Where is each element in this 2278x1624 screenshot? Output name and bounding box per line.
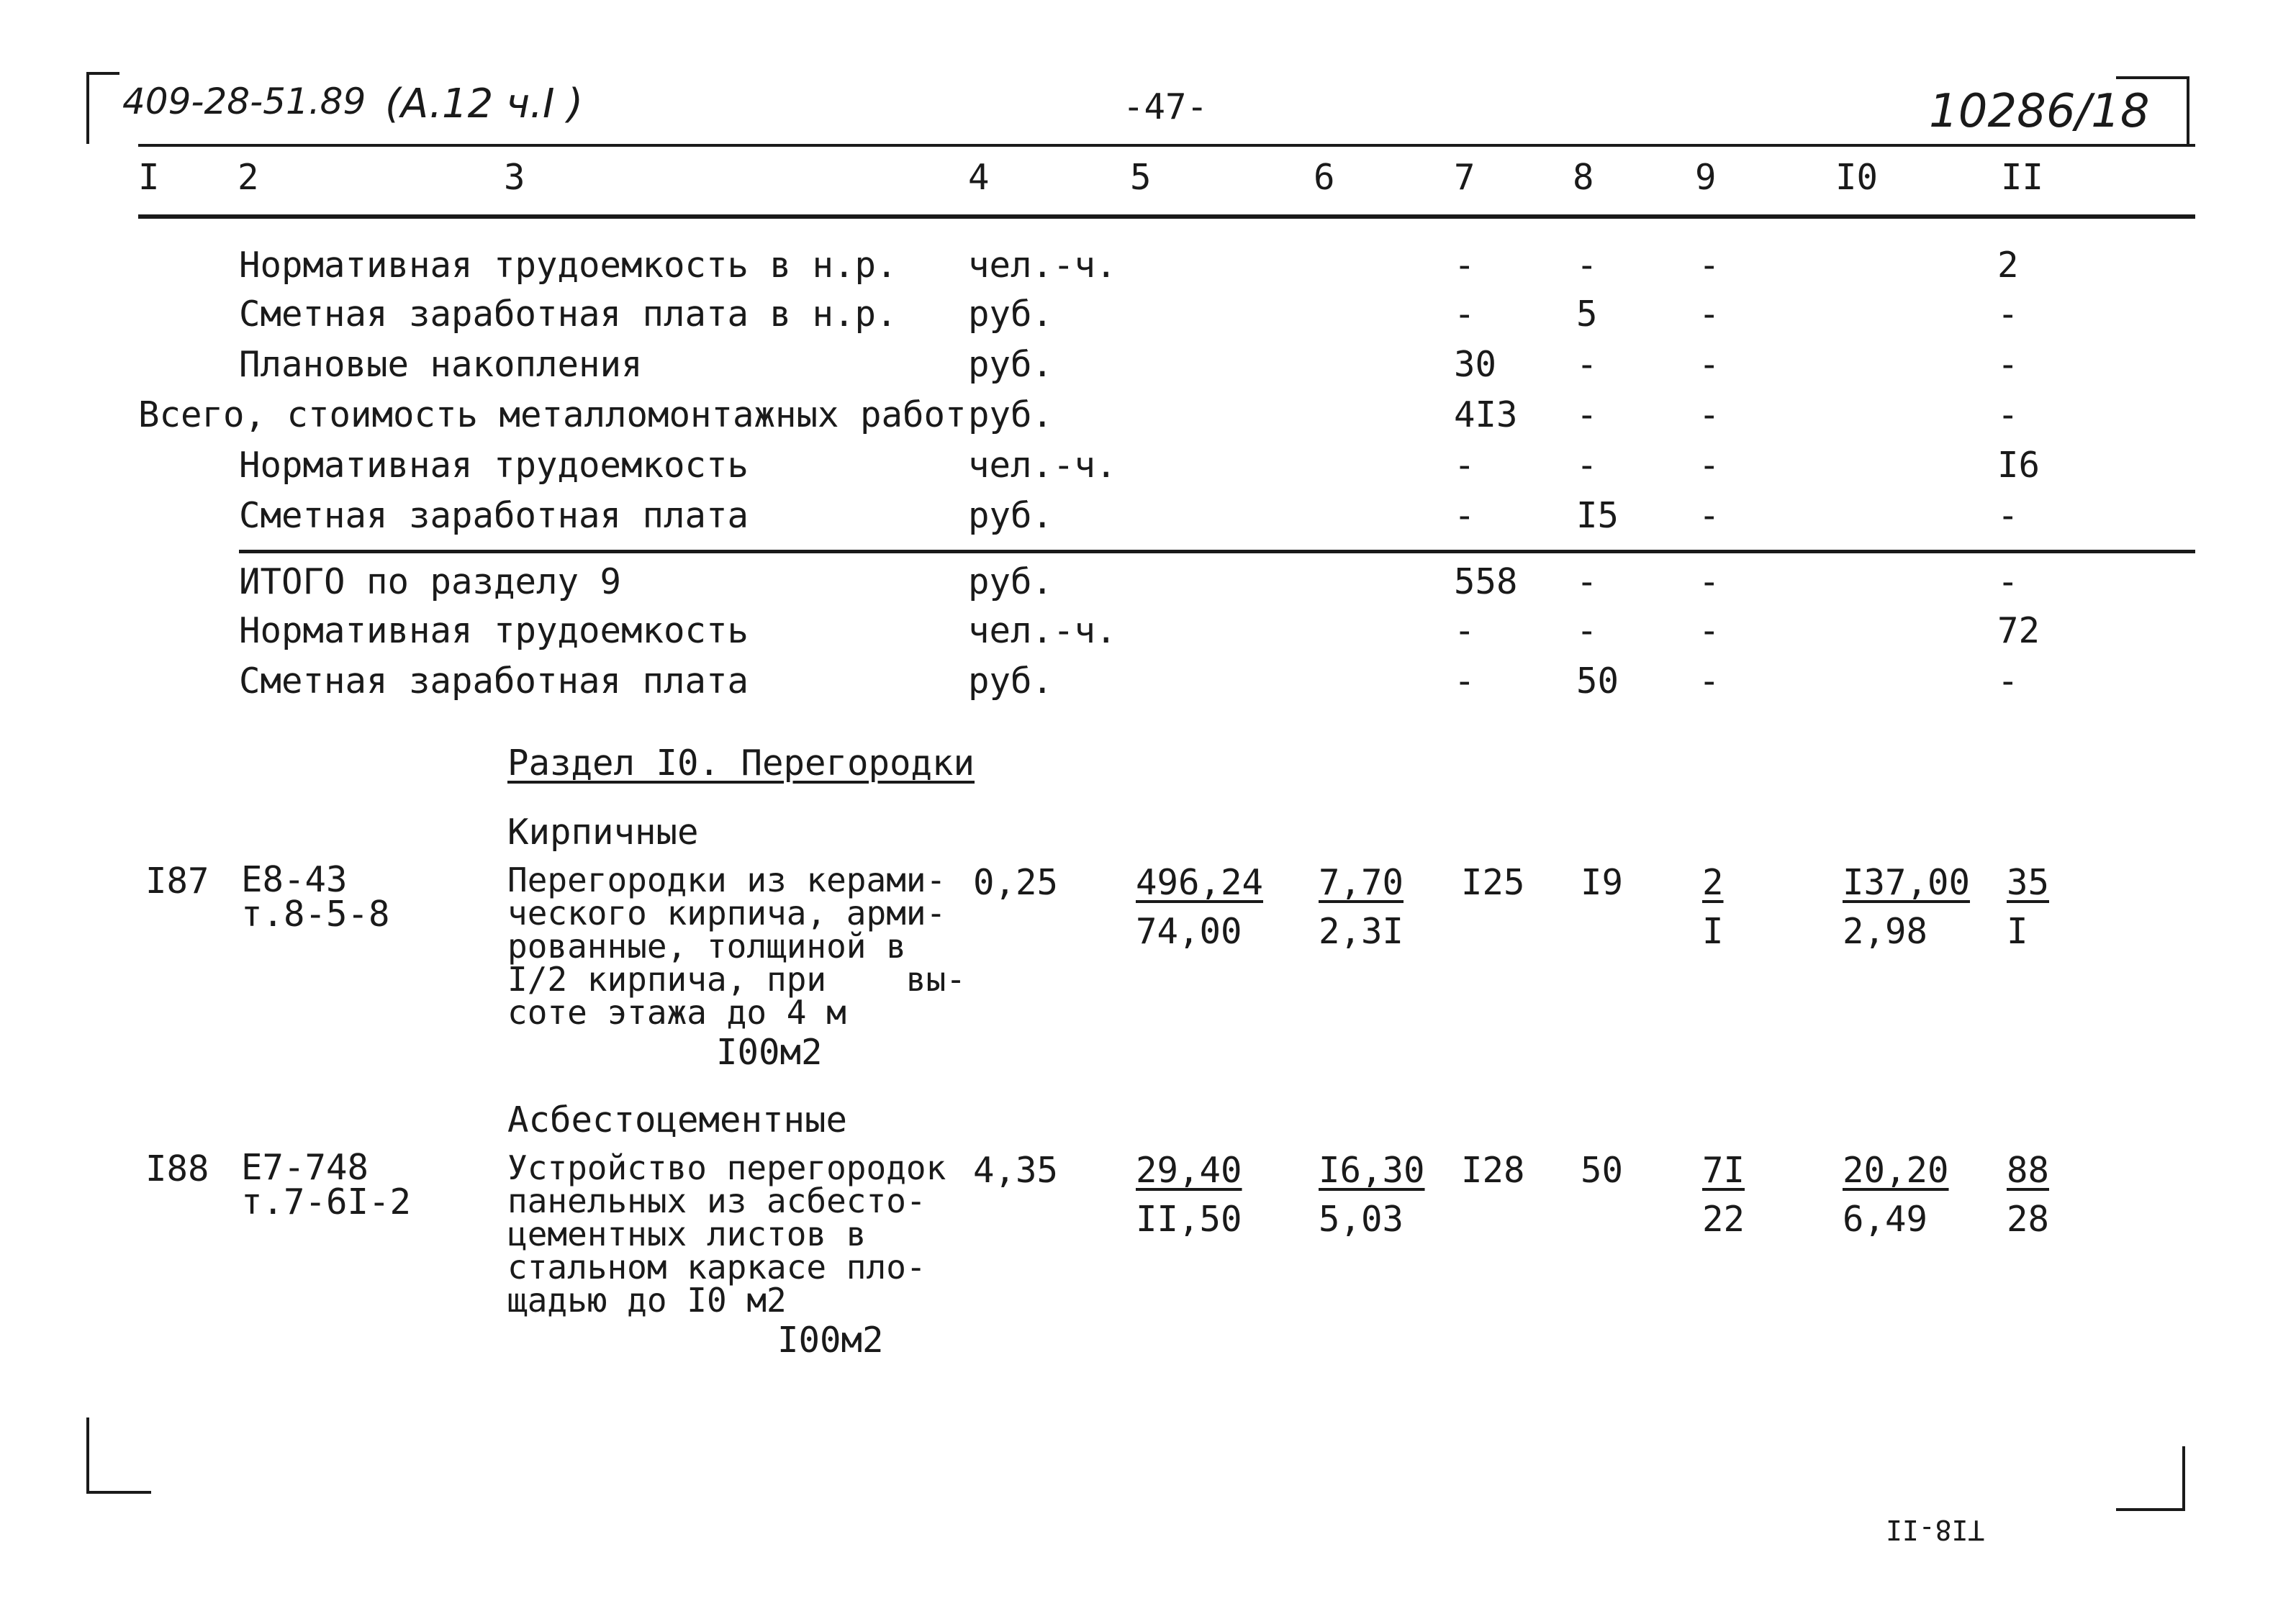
row-col9: - bbox=[1699, 294, 1720, 335]
row-col11: 72 bbox=[1997, 610, 2040, 651]
row-unit: чел.-ч. bbox=[968, 245, 1117, 286]
row-col11: 2 bbox=[1997, 245, 2019, 286]
col10-top: 20,20 bbox=[1843, 1150, 1949, 1191]
col-header-2: 2 bbox=[238, 157, 259, 198]
col6-top: I6,30 bbox=[1319, 1150, 1425, 1191]
col-header-6: 6 bbox=[1314, 157, 1335, 198]
row-col8: - bbox=[1576, 561, 1598, 602]
corner-mark-bottom-right-h bbox=[2116, 1508, 2185, 1511]
row-label: Плановые накопления bbox=[239, 344, 643, 385]
corner-mark-bottom-left-v bbox=[86, 1417, 89, 1494]
sheet-mark-text: TI8-II bbox=[1886, 1514, 1985, 1546]
row-col9: - bbox=[1699, 344, 1720, 385]
corner-mark-top-left-h bbox=[86, 72, 119, 75]
row-unit: руб. bbox=[968, 495, 1054, 536]
col9-bottom: I bbox=[1702, 911, 1724, 952]
row-col9: - bbox=[1699, 394, 1720, 435]
col11-top: 35 bbox=[2007, 862, 2050, 903]
row-col8: - bbox=[1576, 610, 1598, 651]
row-col8: - bbox=[1576, 344, 1598, 385]
row-col8: 5 bbox=[1576, 294, 1598, 335]
item-code: Е7-748 bbox=[241, 1147, 369, 1188]
archive-stamp: 10286/18 bbox=[1929, 85, 2150, 138]
col11-bottom: 28 bbox=[2007, 1199, 2050, 1240]
item-number: I88 bbox=[145, 1148, 209, 1189]
item-description: Устройство перегородок панельных из асбесто- цементных листов в стальном каркасе пло- щадью до I0 м2 bbox=[507, 1148, 946, 1320]
row-label: Сметная заработная плата bbox=[239, 495, 749, 536]
col5-bottom: 74,00 bbox=[1136, 911, 1242, 952]
doc-code: 409-28-51.89 bbox=[122, 81, 366, 122]
item-measure: I00м2 bbox=[716, 1032, 823, 1073]
col5-bottom: II,50 bbox=[1136, 1199, 1242, 1240]
item-quantity: 0,25 bbox=[973, 862, 1059, 903]
row-col11: I6 bbox=[1997, 445, 2040, 486]
corner-mark-top-left-v bbox=[86, 72, 89, 144]
corner-mark-top-right-h bbox=[2116, 76, 2188, 79]
group-subtitle: Асбестоцементные bbox=[507, 1099, 848, 1140]
doc-note: (A.12 ч.I ) bbox=[385, 81, 584, 127]
group-subtitle: Кирпичные bbox=[507, 812, 699, 853]
col7-value: I28 bbox=[1461, 1150, 1525, 1191]
col10-bottom: 6,49 bbox=[1843, 1199, 1928, 1240]
row-col7: - bbox=[1454, 445, 1475, 486]
row-unit: руб. bbox=[968, 394, 1054, 435]
corner-mark-bottom-right-v bbox=[2182, 1446, 2185, 1511]
row-col9: - bbox=[1699, 495, 1720, 536]
col6-bottom: 5,03 bbox=[1319, 1199, 1404, 1240]
col10-bottom: 2,98 bbox=[1843, 911, 1928, 952]
col9-top: 2 bbox=[1702, 862, 1724, 903]
col-header-3: 3 bbox=[504, 157, 525, 198]
row-label: Сметная заработная плата bbox=[239, 661, 749, 702]
row-col8: 50 bbox=[1576, 661, 1619, 702]
row-unit: руб. bbox=[968, 344, 1054, 385]
row-label: ИТОГО по разделу 9 bbox=[239, 561, 622, 602]
row-unit: руб. bbox=[968, 561, 1054, 602]
col5-top: 29,40 bbox=[1136, 1150, 1242, 1191]
table-top-rule bbox=[138, 144, 2195, 147]
row-col9: - bbox=[1699, 661, 1720, 702]
row-col8: - bbox=[1576, 394, 1598, 435]
row-col9: - bbox=[1699, 445, 1720, 486]
col8-value: I9 bbox=[1581, 862, 1624, 903]
col7-value: I25 bbox=[1461, 862, 1525, 903]
row-col11: - bbox=[1997, 661, 2019, 702]
header-bottom-rule bbox=[138, 214, 2195, 219]
row-col11: - bbox=[1997, 294, 2019, 335]
col-header-9: 9 bbox=[1695, 157, 1717, 198]
row-total-word: Всего bbox=[138, 394, 245, 435]
row-label: Нормативная трудоемкость bbox=[239, 445, 749, 486]
row-col9: - bbox=[1699, 245, 1720, 286]
col8-value: 50 bbox=[1581, 1150, 1624, 1191]
item-quantity: 4,35 bbox=[973, 1150, 1059, 1191]
row-col7: - bbox=[1454, 495, 1475, 536]
section-title: Раздел I0. Перегородки bbox=[507, 743, 975, 784]
row-col11: - bbox=[1997, 561, 2019, 602]
col-header-8: 8 bbox=[1573, 157, 1594, 198]
page-number: -47- bbox=[1123, 86, 1208, 127]
item-ref: т.7-6I-2 bbox=[241, 1181, 412, 1222]
col-header-7: 7 bbox=[1454, 157, 1475, 198]
item-code: Е8-43 bbox=[241, 859, 348, 900]
sheet-mark bbox=[1886, 1514, 1984, 1546]
row-col8: - bbox=[1576, 445, 1598, 486]
col-header-10: I0 bbox=[1835, 157, 1879, 198]
item-description: Перегородки из керами- ческого кирпича, арми- рованные, толщиной в I/2 кирпича, при вы- соте этажа до 4 м bbox=[507, 861, 966, 1032]
col10-top: I37,00 bbox=[1843, 862, 1971, 903]
row-col8: I5 bbox=[1576, 495, 1619, 536]
row-unit: руб. bbox=[968, 294, 1054, 335]
row-total-prefix bbox=[138, 396, 967, 435]
row-col9: - bbox=[1699, 610, 1720, 651]
col9-bottom: 22 bbox=[1702, 1199, 1745, 1240]
row-col7: 558 bbox=[1454, 561, 1518, 602]
col9-top: 7I bbox=[1702, 1150, 1745, 1191]
row-label: Нормативная трудоемкость в н.р. bbox=[239, 245, 898, 286]
corner-mark-top-right-v bbox=[2187, 76, 2189, 145]
col11-bottom: I bbox=[2007, 911, 2028, 952]
row-label: , стоимость металломонтажных работ bbox=[244, 394, 967, 435]
section-total-rule bbox=[239, 550, 2195, 553]
item-number: I87 bbox=[145, 861, 209, 902]
corner-mark-bottom-left-h bbox=[86, 1491, 151, 1494]
item-measure: I00м2 bbox=[777, 1320, 884, 1361]
col6-bottom: 2,3I bbox=[1319, 911, 1404, 952]
row-unit: чел.-ч. bbox=[968, 445, 1117, 486]
row-label: Сметная заработная плата в н.р. bbox=[239, 294, 898, 335]
row-col7: - bbox=[1454, 610, 1475, 651]
col-header-5: 5 bbox=[1130, 157, 1152, 198]
col11-top: 88 bbox=[2007, 1150, 2050, 1191]
row-col7: - bbox=[1454, 245, 1475, 286]
col-header-1: I bbox=[138, 157, 160, 198]
row-label: Нормативная трудоемкость bbox=[239, 610, 749, 651]
row-col11: - bbox=[1997, 495, 2019, 536]
row-col7: - bbox=[1454, 294, 1475, 335]
row-col7: 4I3 bbox=[1454, 394, 1518, 435]
row-unit: руб. bbox=[968, 661, 1054, 702]
row-col8: - bbox=[1576, 245, 1598, 286]
item-ref: т.8-5-8 bbox=[241, 894, 390, 935]
col5-top: 496,24 bbox=[1136, 862, 1264, 903]
col6-top: 7,70 bbox=[1319, 862, 1404, 903]
col-header-4: 4 bbox=[968, 157, 990, 198]
row-unit: чел.-ч. bbox=[968, 610, 1117, 651]
row-col11: - bbox=[1997, 394, 2019, 435]
row-col7: - bbox=[1454, 661, 1475, 702]
row-col11: - bbox=[1997, 344, 2019, 385]
row-col7: 30 bbox=[1454, 344, 1497, 385]
col-header-11: II bbox=[2001, 157, 2044, 198]
row-col9: - bbox=[1699, 561, 1720, 602]
